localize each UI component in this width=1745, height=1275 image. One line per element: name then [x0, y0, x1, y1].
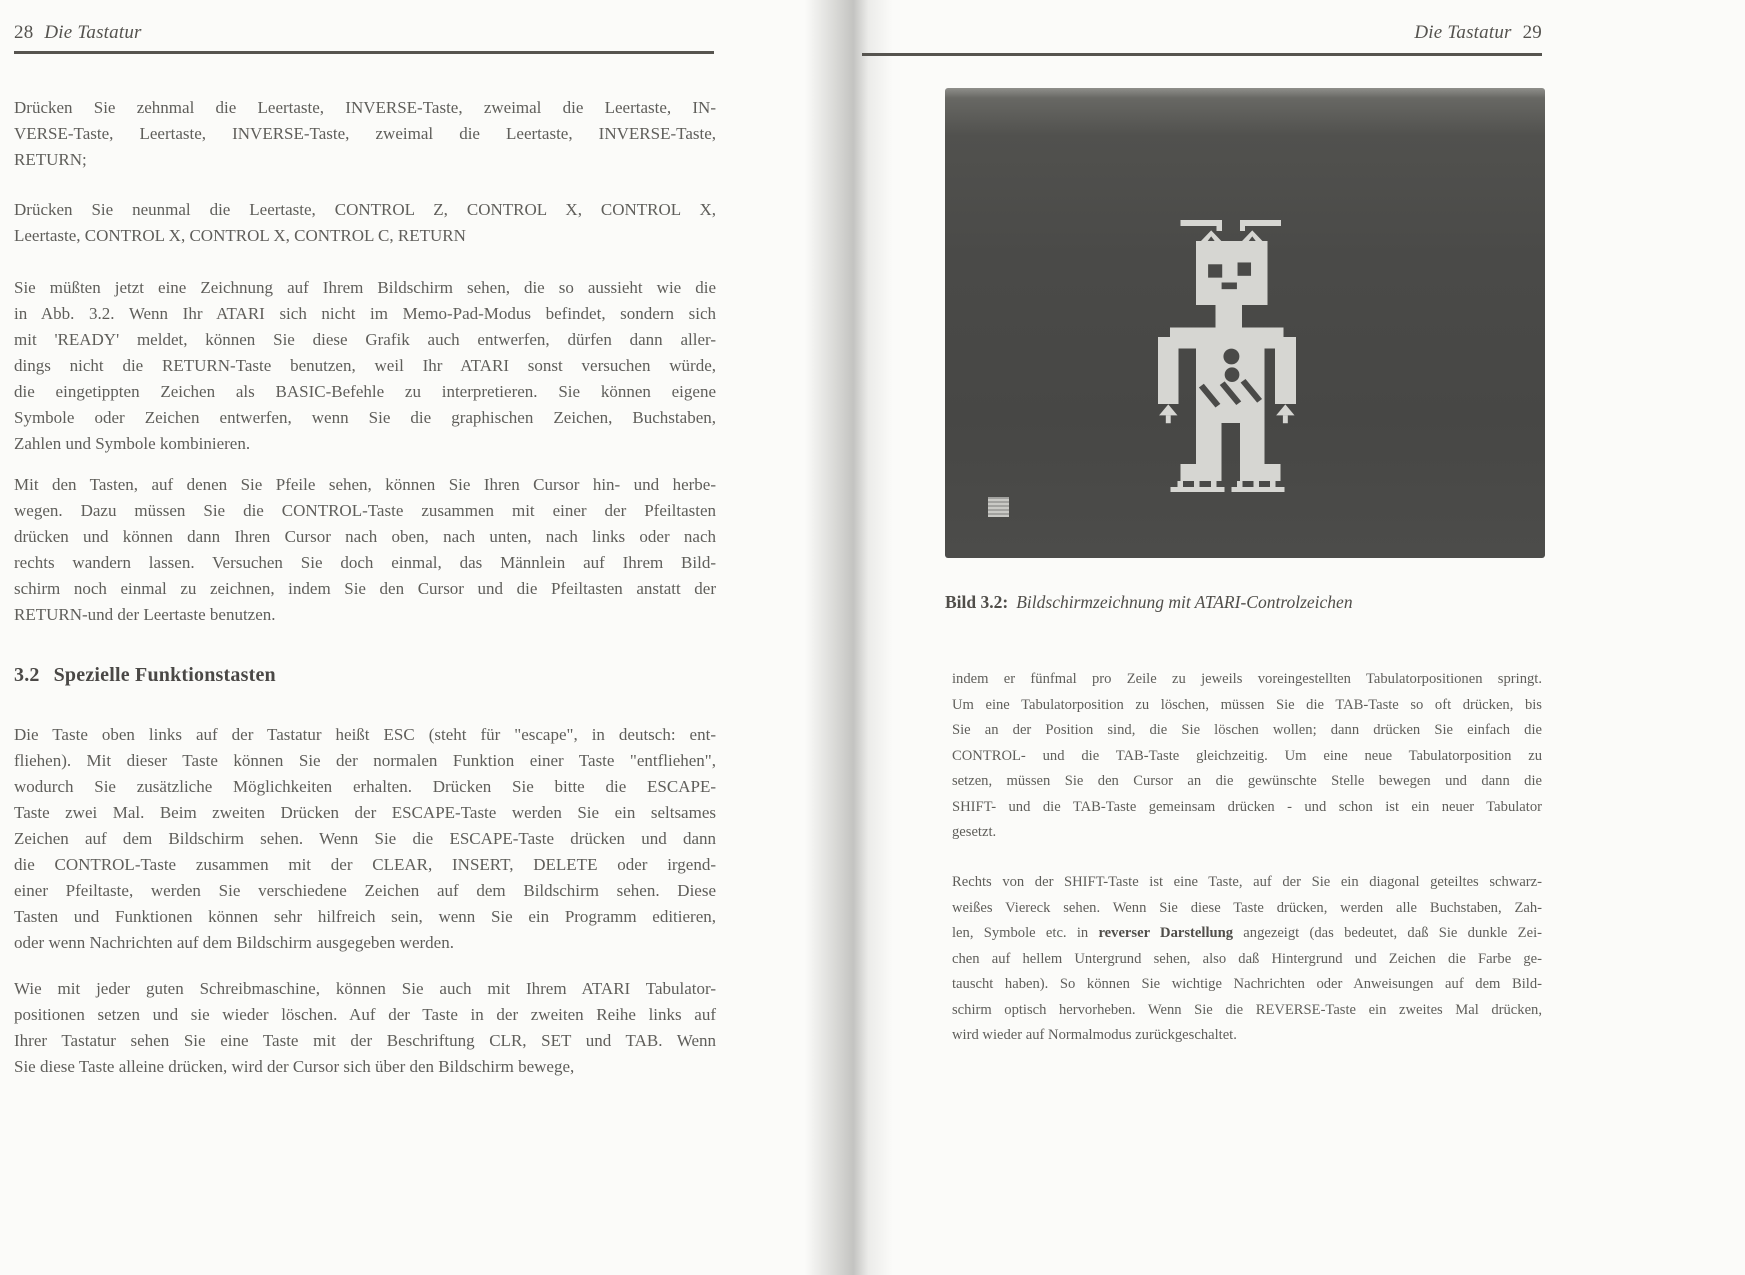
text-line: Zahlen und Symbole kombinieren. — [14, 434, 251, 453]
text-line: wegen. Dazu müssen Sie die CONTROL-Taste zusammen mit einer der Pfeiltasten — [14, 501, 716, 520]
text-line: Ihrer Tastatur sehen Sie eine Taste mit der Beschriftung CLR, SET und TAB. Wenn — [14, 1031, 716, 1050]
running-title-left: Die Tastatur — [44, 22, 142, 43]
text-line: wodurch Sie zusätzliche Möglichkeiten erhalten. Drücken Sie bitte die ESCAPE- — [14, 777, 716, 796]
running-title-right: Die Tastatur — [1414, 22, 1512, 43]
text-line: in Abb. 3.2. Wenn Ihr ATARI sich nicht im Memo-Pad-Modus befindet, sondern sich — [14, 304, 716, 323]
left-running-head — [14, 22, 142, 44]
text-line: die CONTROL-Taste zusammen mit der CLEAR, INSERT, DELETE oder irgend- — [14, 855, 716, 874]
text-line: schirm noch einmal zu zeichnen, indem Sie den Cursor und die Pfeiltasten anstatt der — [14, 579, 716, 598]
header-rule-right — [862, 53, 1542, 56]
text-line: RETURN; — [14, 150, 87, 169]
paragraph — [14, 197, 716, 249]
paragraph — [14, 976, 716, 1080]
text-line: Wie mit jeder guten Schreibmaschine, können Sie auch mit Ihrem ATARI Tabulator- — [14, 979, 716, 998]
text-line: Taste zwei Mal. Beim zweiten Drücken der ESCAPE-Taste werden Sie ein seltsames — [14, 803, 716, 822]
figure-caption — [945, 592, 1545, 613]
text-line: len, Symbole etc. in reverser Darstellung angezeigt (das bedeutet, daß Sie dunkle Zei- — [952, 925, 1542, 941]
text-line: Sie an der Position sind, die Sie löschen wollen; dann drücken Sie einfach die — [952, 722, 1542, 738]
gutter-shadow — [805, 0, 893, 1275]
text-line: rechts wandern lassen. Versuchen Sie doch einmal, das Männlein auf Ihrem Bild- — [14, 553, 716, 572]
text-line: Zeichen auf dem Bildschirm sehen. Wenn Sie die ESCAPE-Taste drücken und dann — [14, 829, 716, 848]
text-line: Um eine Tabulatorposition zu löschen, müssen Sie die TAB-Taste so oft drücken, bis — [952, 696, 1542, 713]
paragraph — [952, 870, 1542, 1049]
text-line: die eingetippten Zeichen als BASIC-Befehle zu interpretieren. Sie können eigene — [14, 382, 716, 401]
section-number: 3.2 — [14, 664, 40, 686]
text-line: fliehen). Mit dieser Taste können Sie der normalen Funktion einer Taste "entfliehen", — [14, 751, 716, 770]
text-line: indem er fünfmal pro Zeile zu jeweils voreingestellten Tabulatorpositionen springt. — [952, 671, 1542, 687]
text-line: dings nicht die RETURN-Taste benutzen, weil Ihr ATARI sonst versuchen würde, — [14, 356, 716, 375]
text-line: Sie müßten jetzt eine Zeichnung auf Ihrem Bildschirm sehen, die so aussieht wie die — [14, 278, 716, 297]
screen-cursor — [988, 497, 1009, 517]
section-title: Spezielle Funktionstasten — [53, 664, 276, 686]
text-line: mit 'READY' meldet, können Sie diese Grafik auch entwerfen, dürfen dann aller- — [14, 330, 716, 349]
text-line: Sie diese Taste alleine drücken, wird der Cursor sich über den Bildschirm bewege, — [14, 1057, 575, 1076]
paragraph — [14, 472, 716, 628]
text-line: oder wenn Nachrichten auf dem Bildschirm ausgegeben werden. — [14, 933, 454, 952]
text-line: Tasten und Funktionen können sehr hilfreich sein, wenn Sie ein Programm editieren, — [14, 907, 716, 926]
pixel-man-drawing — [1156, 220, 1297, 493]
text-line: wird wieder auf Normalmodus zurückgeschaltet. — [952, 1027, 1237, 1043]
text-line: CONTROL- und die TAB-Taste gleichzeitig. Um eine neue Tabulatorposition zu — [952, 747, 1542, 764]
text-line: Mit den Tasten, auf denen Sie Pfeile sehen, können Sie Ihren Cursor hin- und herbe- — [14, 475, 716, 494]
paragraph — [952, 667, 1542, 846]
text-line: SHIFT- und die TAB-Taste gemeinsam drücken - und schon ist ein neuer Tabulator — [952, 798, 1542, 815]
figure-caption-text: Bildschirmzeichnung mit ATARI-Controlzeichen — [1016, 592, 1353, 612]
text-line: positionen setzen und sie wieder löschen. Auf der Taste in der zweiten Reihe links auf — [14, 1005, 716, 1024]
figure-caption-label: Bild 3.2: — [945, 592, 1009, 612]
page-number-right: 29 — [1522, 22, 1542, 43]
text-line: schirm optisch hervorheben. Wenn Sie die REVERSE-Taste ein zweites Mal drücken, — [952, 1001, 1542, 1018]
text-line: drücken und können dann Ihren Cursor nach oben, nach unten, nach links oder nach — [14, 527, 716, 546]
paragraph — [14, 95, 716, 173]
text-line: tauscht haben). So können Sie wichtige Nachrichten oder Anweisungen auf dem Bild- — [952, 976, 1542, 992]
right-running-head — [862, 22, 1542, 44]
text-line: weißes Viereck sehen. Wenn Sie diese Taste drücken, werden alle Buchstaben, Zah- — [952, 899, 1542, 916]
text-line: einer Pfeiltaste, werden Sie verschiedene Zeichen auf dem Bildschirm sehen. Diese — [14, 881, 716, 900]
text-line: Symbole oder Zeichen entwerfen, wenn Sie die graphischen Zeichen, Buchstaben, — [14, 408, 716, 427]
text-line: Die Taste oben links auf der Tastatur heißt ESC (steht für "escape", in deutsch: ent- — [14, 725, 716, 744]
text-line: RETURN-und der Leertaste benutzen. — [14, 605, 276, 624]
text-line: setzen, müssen Sie den Cursor an die gewünschte Stelle bewegen und dann die — [952, 773, 1542, 789]
paragraph — [14, 275, 716, 457]
text-line: Drücken Sie zehnmal die Leertaste, INVERSE-Taste, zweimal die Leertaste, IN- — [14, 98, 716, 117]
header-rule-left — [14, 51, 714, 54]
text-line: Rechts von der SHIFT-Taste ist eine Taste, auf der Sie ein diagonal geteiltes schwarz- — [952, 874, 1542, 890]
section-heading — [14, 664, 276, 687]
text-line: Drücken Sie neunmal die Leertaste, CONTROL Z, CONTROL X, CONTROL X, — [14, 200, 716, 219]
paragraph — [14, 722, 716, 956]
page-number-left: 28 — [14, 22, 34, 43]
atari-screen-photo — [945, 88, 1545, 558]
text-line: gesetzt. — [952, 824, 997, 840]
text-line: VERSE-Taste, Leertaste, INVERSE-Taste, zweimal die Leertaste, INVERSE-Taste, — [14, 124, 716, 143]
text-line: chen auf hellem Untergrund sehen, also daß Hintergrund und Zeichen die Farbe ge- — [952, 950, 1542, 967]
text-line: Leertaste, CONTROL X, CONTROL X, CONTROL C, RETURN — [14, 226, 466, 245]
